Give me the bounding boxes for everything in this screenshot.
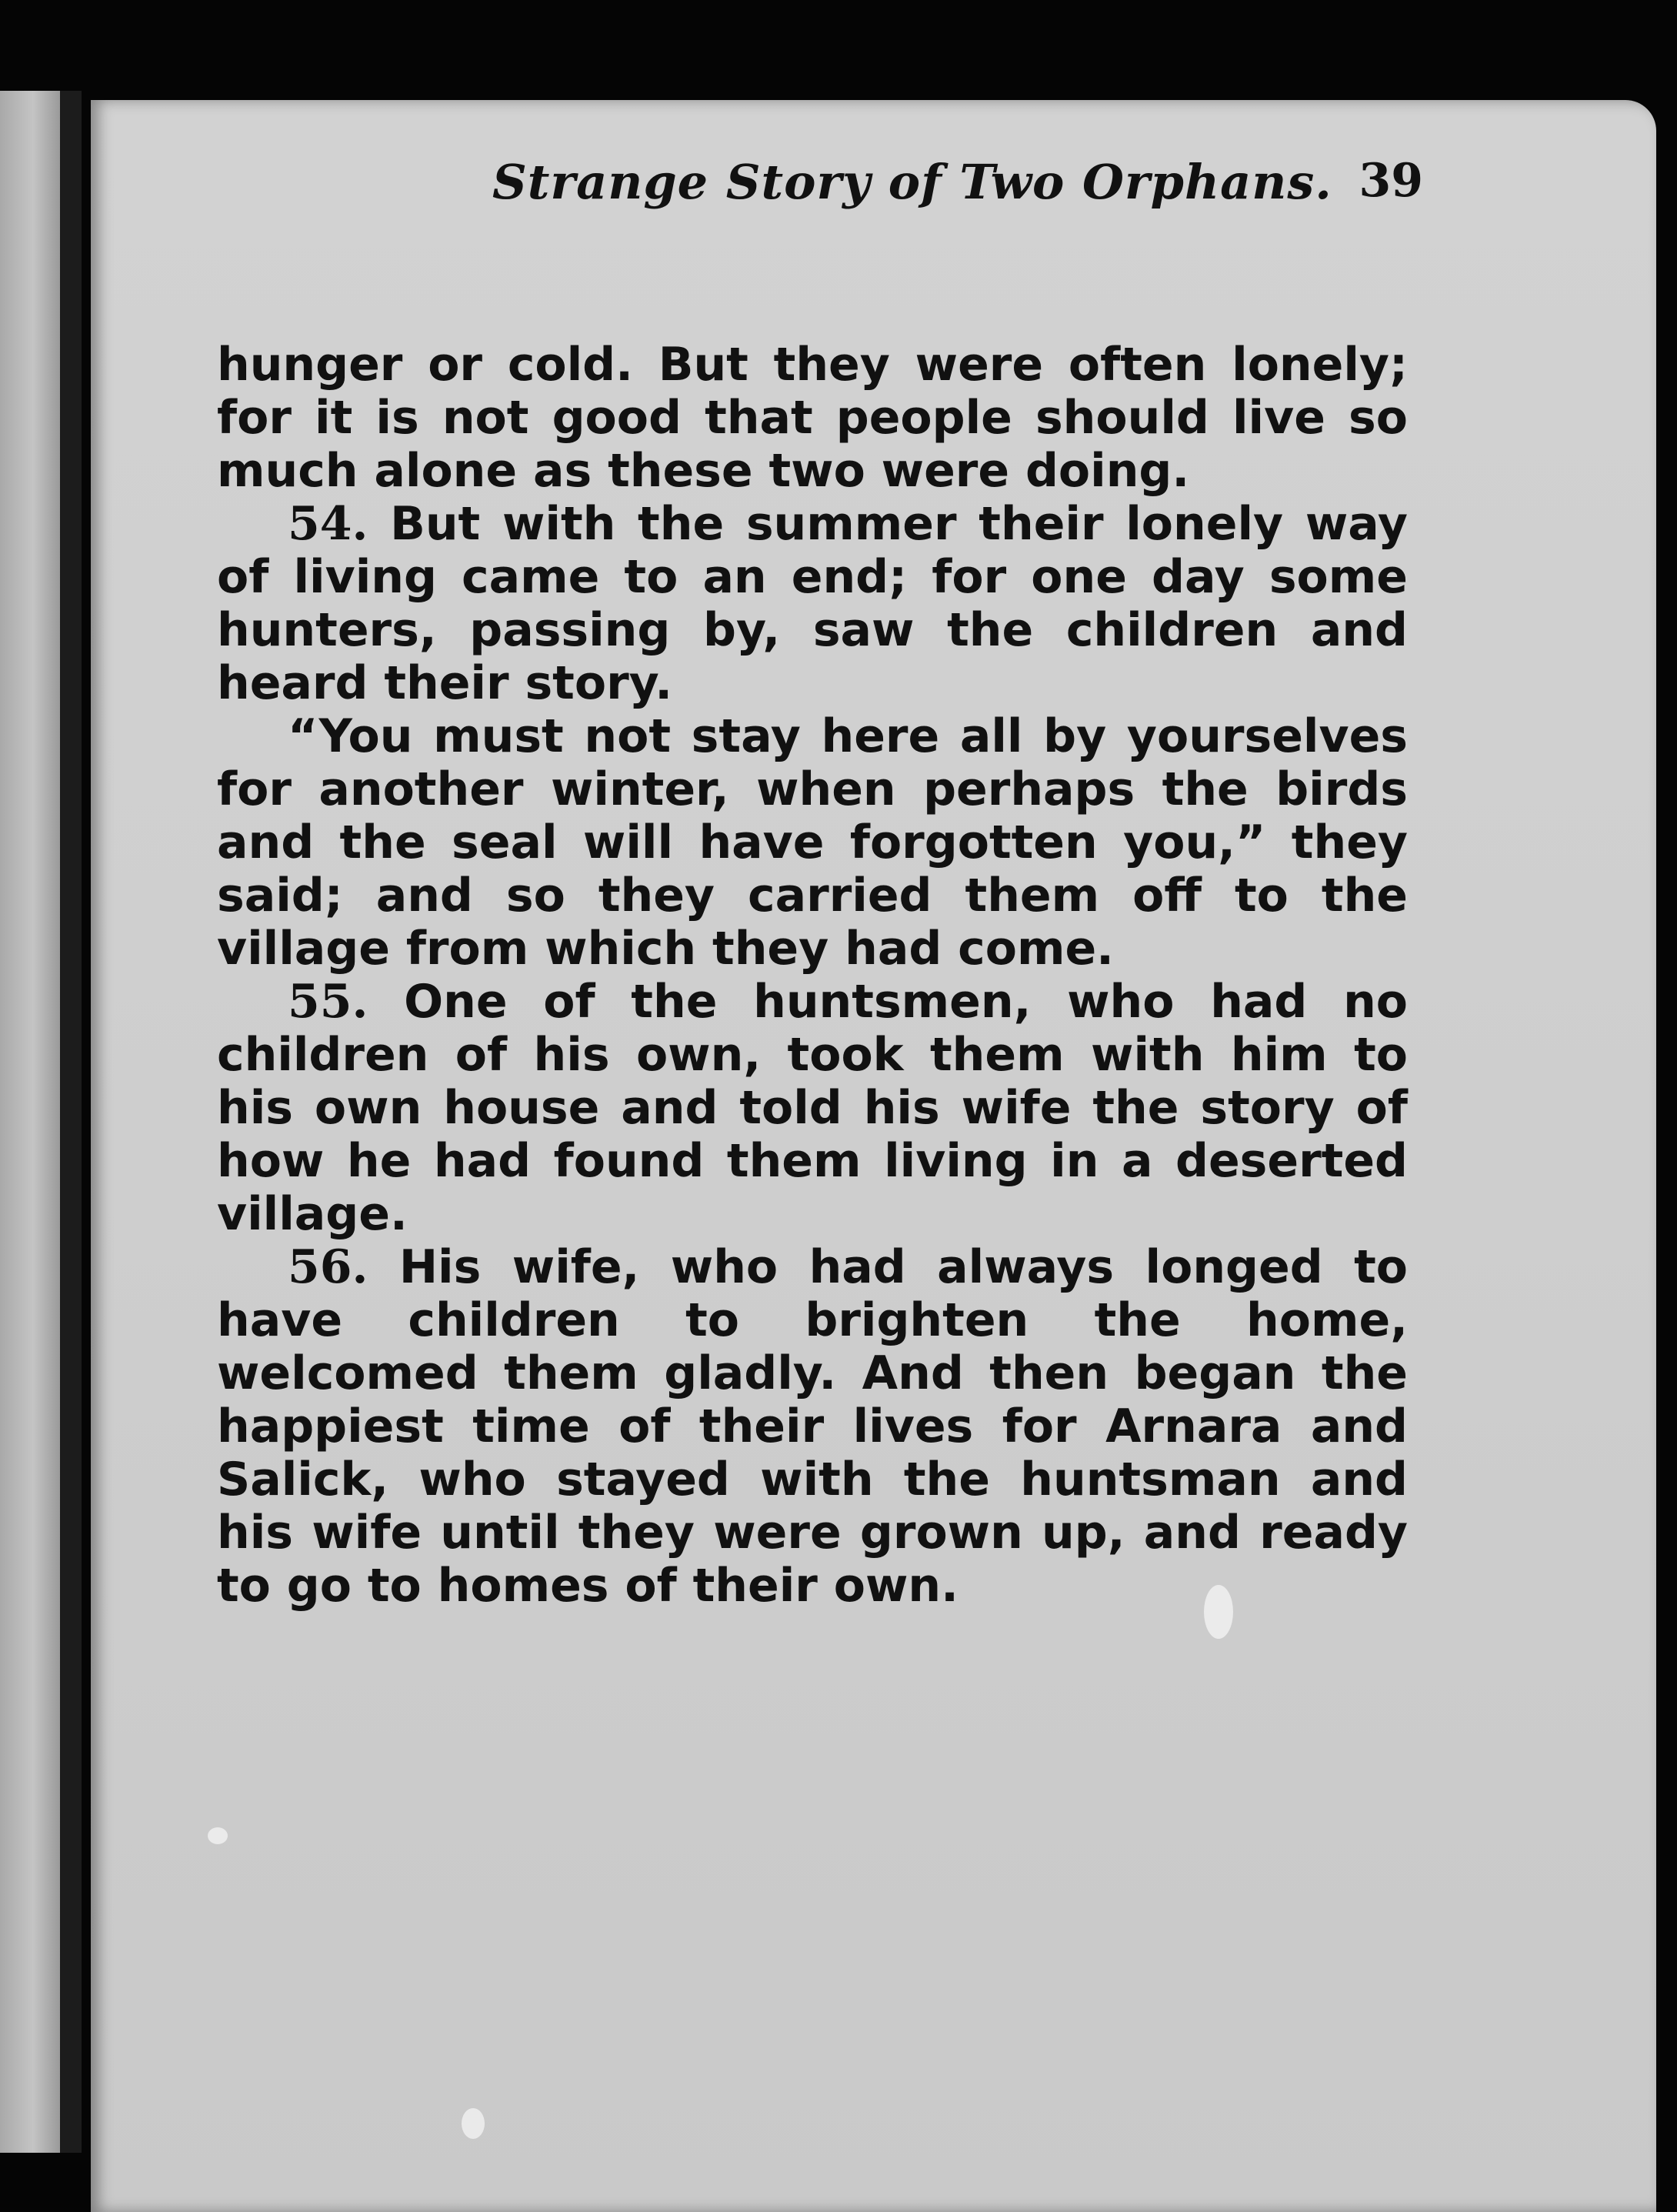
paragraph-text: hunger or cold. But they were often lonely; for it is not good that people should live so much alone as these two were doing. (217, 338, 1408, 498)
paragraph-text: But with the summer their lonely way of living came to an end; for one day some hunters, passing by, saw the children and heard their story. (217, 497, 1409, 710)
paragraph-number: 55. (288, 975, 368, 1029)
scan-speck (1204, 1585, 1233, 1639)
page-number: 39 (1359, 154, 1423, 208)
facing-page-edge (0, 91, 60, 2153)
paragraph-text: One of the huntsmen, who had no children of his own, took them with him to his own house and told his wife the story of how he had found them living in a deserted village. (217, 975, 1409, 1241)
body-text (217, 339, 1408, 1613)
paragraph-text: “You must not stay here all by yourselves for another winter, when perhaps the birds and the seal will have forgotten you,” they said; and so they carried them off to the village from which they had come. (217, 709, 1408, 976)
running-head (400, 154, 1423, 223)
scan-speck (462, 2108, 485, 2139)
paragraph-text: His wife, who had always longed to have children to brighten the home, welcomed them gladly. And then began the happiest time of their lives for Arnara and Salick, who stayed with the huntsman and his wife until they were grown up, and ready to go to homes of their own. (217, 1240, 1408, 1613)
book-gutter (60, 91, 82, 2153)
paragraph-number: 54. (288, 497, 368, 551)
running-title: Strange Story of Two Orphans. (492, 154, 1332, 210)
paragraph-number: 56. (288, 1240, 368, 1294)
paragraph (217, 710, 1408, 976)
paragraph (217, 976, 1408, 1241)
paragraph (217, 498, 1408, 710)
paragraph (217, 339, 1408, 498)
scan-speck (208, 1827, 228, 1844)
paragraph (217, 1241, 1408, 1613)
